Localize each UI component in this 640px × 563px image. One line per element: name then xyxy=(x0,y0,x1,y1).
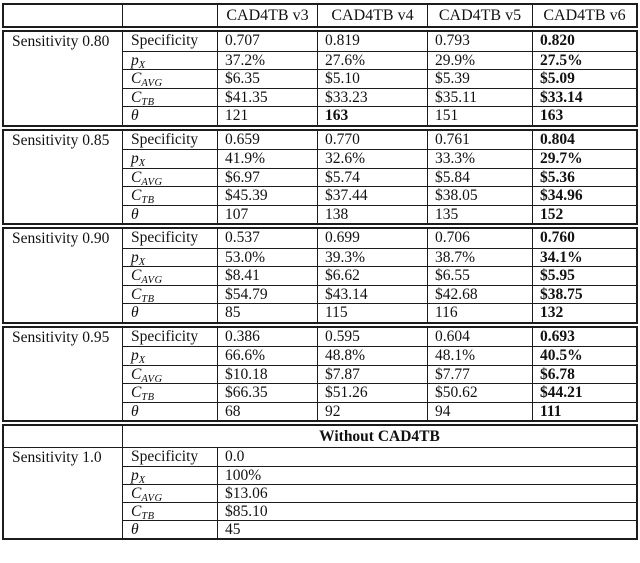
value-cell: 27.6% xyxy=(318,52,428,70)
without-cad4tb-section xyxy=(2,424,638,540)
value-cell: 0.604 xyxy=(428,328,533,347)
value-cell: 45 xyxy=(225,521,241,538)
value-cell: $6.97 xyxy=(218,169,318,187)
value-cell: $50.62 xyxy=(428,384,533,402)
column-header-v4: CAD4TB v4 xyxy=(318,5,428,26)
results-table xyxy=(2,3,638,540)
value-cell: 111 xyxy=(540,402,562,420)
value-cell: 41.9% xyxy=(218,150,318,168)
sensitivity-label: Sensitivity 0.85 xyxy=(4,131,123,224)
sensitivity-block-080 xyxy=(2,30,638,127)
sensitivity-label: Sensitivity 0.95 xyxy=(4,328,123,421)
row-label-cavg: CAVG xyxy=(123,70,218,88)
sensitivity-label: Sensitivity 1.0 xyxy=(4,448,123,538)
row-label-ctb: CTB xyxy=(123,384,218,402)
table-row xyxy=(123,303,636,322)
value-cell: $54.79 xyxy=(218,286,318,304)
row-label-specificity: Specificity xyxy=(123,32,218,51)
value-cell: $5.09 xyxy=(540,70,575,87)
row-label-px: pX xyxy=(123,249,218,267)
without-header-label: Without CAD4TB xyxy=(319,428,440,445)
value-cell: 34.1% xyxy=(540,248,583,266)
table-row xyxy=(123,328,636,347)
value-cell: 0.386 xyxy=(218,328,318,347)
value-cell: 0.819 xyxy=(318,32,428,51)
value-cell: 163 xyxy=(318,107,428,125)
value-cell: $38.75 xyxy=(540,285,583,303)
table-row xyxy=(123,186,636,205)
value-cell: $13.06 xyxy=(225,485,268,502)
table-row xyxy=(123,466,636,484)
table-row xyxy=(123,502,636,520)
table-header-row xyxy=(2,3,638,28)
value-cell: $38.05 xyxy=(428,187,533,205)
sensitivity-label: Sensitivity 0.90 xyxy=(4,229,123,322)
value-cell: 152 xyxy=(540,205,564,223)
value-cell: 40.5% xyxy=(540,347,583,364)
value-cell: 0.760 xyxy=(540,229,575,246)
value-cell: $8.41 xyxy=(218,267,318,285)
value-cell: 0.793 xyxy=(428,32,533,51)
value-cell: $7.77 xyxy=(428,366,533,384)
row-label-specificity: Specificity xyxy=(123,328,218,347)
value-cell: $66.35 xyxy=(218,384,318,402)
row-label-theta: θ xyxy=(123,521,218,538)
table-row xyxy=(123,285,636,304)
header-empty-cell xyxy=(4,426,123,447)
value-cell: 116 xyxy=(428,304,533,322)
table-row xyxy=(123,205,636,224)
table-row xyxy=(123,383,636,402)
without-header-row xyxy=(4,426,636,447)
value-cell: $37.44 xyxy=(318,187,428,205)
table-row xyxy=(123,149,636,168)
value-cell: 27.5% xyxy=(540,51,583,69)
table-row xyxy=(123,168,636,187)
table-row xyxy=(123,402,636,421)
value-cell: 53.0% xyxy=(218,249,318,267)
table-row xyxy=(123,346,636,365)
value-cell: $6.35 xyxy=(218,70,318,88)
value-cell: $6.62 xyxy=(318,267,428,285)
value-cell: $5.39 xyxy=(428,70,533,88)
value-cell: 0.537 xyxy=(218,229,318,248)
value-cell: $5.36 xyxy=(540,168,575,186)
table-row xyxy=(123,131,636,150)
value-cell: $44.21 xyxy=(540,384,583,401)
value-cell: 0.699 xyxy=(318,229,428,248)
value-cell: $33.23 xyxy=(318,89,428,107)
table-row xyxy=(123,520,636,538)
value-cell: 115 xyxy=(318,304,428,322)
value-cell: 135 xyxy=(428,206,533,224)
value-cell: 33.3% xyxy=(428,150,533,168)
table-row xyxy=(123,229,636,248)
row-label-cavg: CAVG xyxy=(123,485,218,502)
row-label-px: pX xyxy=(123,52,218,70)
value-cell: $5.95 xyxy=(540,267,575,284)
sensitivity-block-090 xyxy=(2,227,638,324)
value-cell: 37.2% xyxy=(218,52,318,70)
value-cell: 0.770 xyxy=(318,131,428,150)
value-cell: 29.7% xyxy=(540,150,583,167)
value-cell: $5.74 xyxy=(318,169,428,187)
sensitivity-block-095 xyxy=(2,326,638,423)
value-cell: 138 xyxy=(318,206,428,224)
value-cell: $7.87 xyxy=(318,366,428,384)
table-row xyxy=(123,69,636,88)
row-label-theta: θ xyxy=(123,403,218,421)
value-cell: $5.10 xyxy=(318,70,428,88)
value-cell: $5.84 xyxy=(428,169,533,187)
table-row xyxy=(123,365,636,384)
value-cell: $42.68 xyxy=(428,286,533,304)
row-label-ctb: CTB xyxy=(123,89,218,107)
value-cell: 39.3% xyxy=(318,249,428,267)
value-cell: $6.78 xyxy=(540,365,575,383)
row-label-ctb: CTB xyxy=(123,503,218,520)
value-cell: $85.10 xyxy=(225,503,268,520)
header-empty-cell xyxy=(123,5,218,26)
table-row xyxy=(123,484,636,502)
value-cell: 68 xyxy=(218,403,318,421)
table-row xyxy=(123,266,636,285)
value-cell: $6.55 xyxy=(428,267,533,285)
value-cell: 0.659 xyxy=(218,131,318,150)
value-cell: 0.804 xyxy=(540,130,575,148)
row-label-specificity: Specificity xyxy=(123,448,218,466)
row-label-px: pX xyxy=(123,150,218,168)
value-cell: 48.8% xyxy=(318,347,428,365)
value-cell: 163 xyxy=(540,107,564,124)
value-cell: 132 xyxy=(540,304,564,321)
row-label-specificity: Specificity xyxy=(123,131,218,150)
table-row xyxy=(123,32,636,51)
value-cell: 100% xyxy=(225,467,262,484)
row-label-specificity: Specificity xyxy=(123,229,218,248)
value-cell: 92 xyxy=(318,403,428,421)
row-label-theta: θ xyxy=(123,304,218,322)
value-cell: 0.707 xyxy=(218,32,318,51)
sensitivity-label: Sensitivity 0.80 xyxy=(4,32,123,125)
value-cell: 0.693 xyxy=(540,327,575,345)
value-cell: 107 xyxy=(218,206,318,224)
value-cell: $45.39 xyxy=(218,187,318,205)
row-label-ctb: CTB xyxy=(123,286,218,304)
value-cell: 0.706 xyxy=(428,229,533,248)
row-label-cavg: CAVG xyxy=(123,366,218,384)
value-cell: 0.820 xyxy=(540,32,575,49)
row-label-theta: θ xyxy=(123,107,218,125)
header-empty-cell xyxy=(4,5,123,26)
value-cell: 121 xyxy=(218,107,318,125)
row-label-theta: θ xyxy=(123,206,218,224)
value-cell: $35.11 xyxy=(428,89,533,107)
value-cell: 48.1% xyxy=(428,347,533,365)
table-row xyxy=(123,448,636,466)
value-cell: $34.96 xyxy=(540,187,583,204)
value-cell: 0.761 xyxy=(428,131,533,150)
value-cell: $10.18 xyxy=(218,366,318,384)
row-label-cavg: CAVG xyxy=(123,169,218,187)
value-cell: $33.14 xyxy=(540,88,583,106)
column-header-v5: CAD4TB v5 xyxy=(428,5,533,26)
row-label-px: pX xyxy=(123,467,218,484)
table-row xyxy=(123,248,636,267)
row-label-cavg: CAVG xyxy=(123,267,218,285)
value-cell: $51.26 xyxy=(318,384,428,402)
value-cell: 94 xyxy=(428,403,533,421)
row-label-px: pX xyxy=(123,347,218,365)
value-cell: 32.6% xyxy=(318,150,428,168)
value-cell: 85 xyxy=(218,304,318,322)
column-header-v3: CAD4TB v3 xyxy=(218,5,318,26)
value-cell: 0.0 xyxy=(225,448,245,465)
value-cell: $43.14 xyxy=(318,286,428,304)
value-cell: 29.9% xyxy=(428,52,533,70)
table-row xyxy=(123,51,636,70)
row-label-ctb: CTB xyxy=(123,187,218,205)
table-row xyxy=(123,106,636,125)
value-cell: 0.595 xyxy=(318,328,428,347)
value-cell: 151 xyxy=(428,107,533,125)
column-header-v6: CAD4TB v6 xyxy=(543,7,626,24)
value-cell: $41.35 xyxy=(218,89,318,107)
value-cell: 38.7% xyxy=(428,249,533,267)
sensitivity-block-085 xyxy=(2,129,638,226)
value-cell: 66.6% xyxy=(218,347,318,365)
table-row xyxy=(123,88,636,107)
